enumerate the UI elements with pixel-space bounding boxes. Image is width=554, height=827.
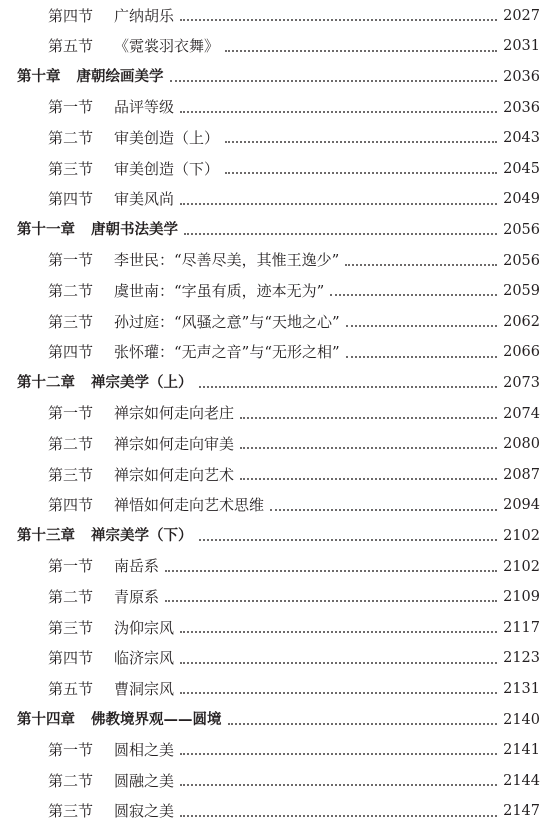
toc-section-entry[interactable] [48,613,540,643]
toc-section-entry[interactable] [48,552,540,582]
dot-leader [170,80,498,82]
dot-leader [180,784,497,786]
entry-title: 孙过庭：“风骚之意”与“天地之心” [114,312,340,331]
entry-page-number: 2056 [503,221,540,238]
toc-section-entry[interactable] [48,797,540,827]
entry-title: 曹洞宗风 [114,679,175,698]
dot-leader [165,570,497,572]
entry-number: 第四节 [48,6,94,25]
entry-title: 虞世南：“字虽有质，迹本无为” [114,281,325,300]
entry-page-number: 2056 [503,252,540,269]
entry-page-number: 2059 [503,283,540,300]
entry-title: 唐朝绘画美学 [76,68,164,85]
toc-section-entry[interactable] [48,276,540,306]
dot-leader [240,417,497,419]
toc-chapter-entry[interactable] [17,521,540,551]
entry-page-number: 2140 [503,711,540,728]
entry-page-number: 2147 [503,803,540,820]
toc-section-entry[interactable] [48,491,540,521]
entry-page-number: 2109 [503,589,540,606]
toc-section-entry[interactable] [48,582,540,612]
entry-number: 第四节 [48,343,94,362]
entry-number: 第二节 [48,128,94,147]
dot-leader [184,233,497,235]
entry-number: 第十一章 [17,221,75,238]
toc-chapter-entry[interactable] [17,368,540,398]
entry-title: 禅宗如何走向艺术 [114,465,235,484]
entry-title: 沩仰宗风 [114,618,175,637]
toc-section-entry[interactable] [48,32,540,62]
toc-section-entry[interactable] [48,93,540,123]
entry-title: 圆寂之美 [114,802,175,821]
entry-page-number: 2141 [503,742,540,759]
entry-title: 审美风尚 [114,190,175,209]
entry-page-number: 2131 [503,680,540,697]
dot-leader [346,356,497,358]
toc-section-entry[interactable] [48,185,540,215]
entry-number: 第二节 [48,771,94,790]
entry-title: 张怀瓘：“无声之音”与“无形之相” [114,343,340,362]
entry-title: 禅宗如何走向老庄 [114,404,235,423]
entry-number: 第二节 [48,281,94,300]
dot-leader [180,19,497,21]
entry-page-number: 2080 [503,436,540,453]
entry-number: 第五节 [48,679,94,698]
entry-number: 第三节 [48,312,94,331]
entry-page-number: 2117 [503,619,540,636]
entry-title: 广纳胡乐 [114,6,175,25]
entry-page-number: 2045 [503,160,540,177]
entry-number: 第一节 [48,98,94,117]
entry-number: 第一节 [48,557,94,576]
dot-leader [228,723,498,725]
dot-leader [346,325,497,327]
entry-number: 第四节 [48,649,94,668]
dot-leader [330,294,497,296]
dot-leader [225,172,497,174]
dot-leader [240,478,497,480]
dot-leader [180,111,497,113]
dot-leader [225,50,497,52]
entry-number: 第一节 [48,251,94,270]
dot-leader [180,203,497,205]
toc-chapter-entry[interactable] [17,215,540,245]
dot-leader [180,631,497,633]
entry-page-number: 2087 [503,466,540,483]
dot-leader [270,509,497,511]
entry-page-number: 2144 [503,772,540,789]
entry-title: 李世民：“尽善尽美，其惟王逸少” [114,251,340,270]
entry-page-number: 2123 [503,650,540,667]
entry-title: 临济宗风 [114,649,175,668]
toc-chapter-entry[interactable] [17,62,540,92]
toc-chapter-entry[interactable] [17,705,540,735]
entry-page-number: 2027 [503,7,540,24]
toc-section-entry[interactable] [48,735,540,765]
entry-number: 第二节 [48,587,94,606]
entry-page-number: 2066 [503,344,540,361]
entry-title: 唐朝书法美学 [91,221,178,238]
entry-number: 第三节 [48,618,94,637]
entry-number: 第三节 [48,465,94,484]
entry-page-number: 2073 [503,374,540,391]
entry-number: 第十三章 [17,527,75,544]
entry-number: 第十四章 [17,711,75,728]
entry-page-number: 2074 [503,405,540,422]
dot-leader [199,539,498,541]
entry-title: 南岳系 [114,557,160,576]
entry-title: 禅宗美学（下） [91,527,193,544]
entry-title: 品评等级 [114,98,175,117]
dot-leader [199,386,498,388]
toc-section-entry[interactable] [48,644,540,674]
toc-section-entry[interactable] [48,399,540,429]
entry-title: 圆相之美 [114,740,175,759]
entry-page-number: 2043 [503,130,540,147]
dot-leader [345,264,497,266]
dot-leader [180,753,497,755]
dot-leader [225,141,497,143]
entry-page-number: 2062 [503,313,540,330]
entry-number: 第四节 [48,496,94,515]
entry-number: 第四节 [48,190,94,209]
toc-section-entry[interactable] [48,766,540,796]
entry-number: 第三节 [48,802,94,821]
entry-title: 《霓裳羽衣舞》 [114,37,220,56]
entry-page-number: 2049 [503,191,540,208]
entry-page-number: 2036 [503,68,540,85]
entry-page-number: 2102 [503,527,540,544]
toc-section-entry[interactable] [48,1,540,31]
toc-section-entry[interactable] [48,246,540,276]
entry-title: 禅宗如何走向审美 [114,434,235,453]
toc-section-entry[interactable] [48,307,540,337]
entry-page-number: 2036 [503,99,540,116]
entry-title: 审美创造（下） [114,159,220,178]
toc-section-entry[interactable] [48,460,540,490]
entry-title: 审美创造（上） [114,128,220,147]
toc-section-entry[interactable] [48,429,540,459]
entry-title: 佛教境界观——圆境 [91,711,222,728]
dot-leader [240,447,497,449]
toc-section-entry[interactable] [48,154,540,184]
entry-number: 第三节 [48,159,94,178]
entry-page-number: 2031 [503,38,540,55]
entry-page-number: 2102 [503,558,540,575]
entry-number: 第一节 [48,404,94,423]
entry-number: 第十章 [17,68,61,85]
toc-section-entry[interactable] [48,338,540,368]
entry-title: 禅悟如何走向艺术思维 [114,496,265,515]
dot-leader [180,662,497,664]
toc-section-entry[interactable] [48,123,540,153]
entry-number: 第十二章 [17,374,75,391]
entry-number: 第一节 [48,740,94,759]
entry-title: 青原系 [114,587,160,606]
dot-leader [165,600,497,602]
entry-number: 第五节 [48,37,94,56]
entry-title: 圆融之美 [114,771,175,790]
dot-leader [180,692,497,694]
entry-title: 禅宗美学（上） [91,374,193,391]
entry-number: 第二节 [48,434,94,453]
entry-page-number: 2094 [503,497,540,514]
toc-section-entry[interactable] [48,674,540,704]
